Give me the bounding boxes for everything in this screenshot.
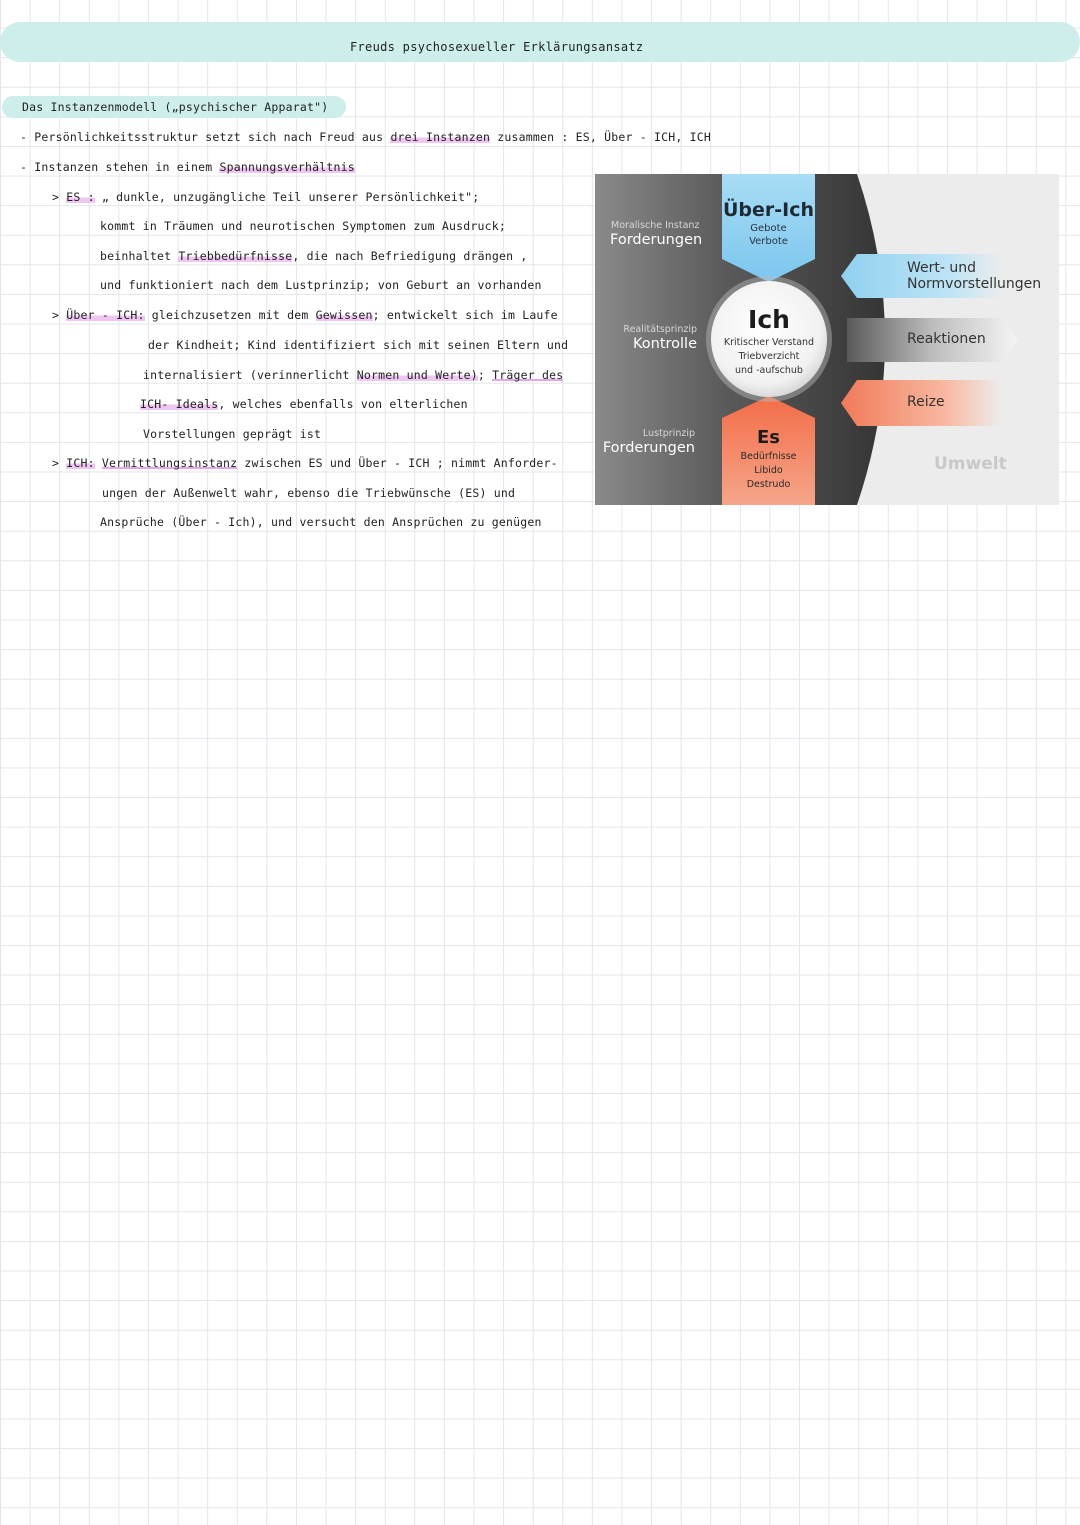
es-line-1	[52, 190, 479, 204]
highlight-normen-werte: Normen und Werte)	[356, 368, 478, 382]
wert-label-line: Wert- und	[907, 260, 977, 276]
note-text: zusammen : ES, Über - ICH, ICH	[490, 130, 712, 144]
reaktionen-label: Reaktionen	[907, 331, 986, 347]
es-label: ES :	[66, 190, 95, 204]
note-text	[95, 456, 102, 470]
ich-line: Kritischer Verstand	[723, 337, 815, 348]
ich-line: und -aufschub	[735, 365, 803, 376]
highlight-ich-ideals: ICH- Ideals	[140, 397, 219, 411]
es-line: Destrudo	[746, 479, 791, 490]
note-text: gleichzusetzen mit dem	[144, 308, 316, 322]
ueberich-line-1	[52, 308, 558, 322]
es-line: Libido	[754, 465, 783, 476]
highlight-drei-instanzen: drei Instanzen	[390, 130, 491, 144]
instanzenmodell-diagram	[595, 174, 1059, 505]
bullet-marker: >	[52, 456, 67, 470]
ueberich-line: Verbote	[749, 236, 788, 247]
left-label-small-2: Realitätsprinzip	[623, 324, 697, 335]
ich-line: Triebverzicht	[738, 351, 800, 362]
note-text: - Persönlichkeitsstruktur setzt sich nach Freud aus	[20, 130, 391, 144]
reize-label: Reize	[907, 394, 945, 410]
note-text: „ dunkle, unzugängliche Teil unserer Persönlichkeit";	[94, 190, 480, 204]
wert-label	[907, 260, 1041, 292]
es-text	[722, 428, 815, 492]
wert-label-line: Normvorstellungen	[907, 276, 1042, 292]
umwelt-label: Umwelt	[934, 454, 1007, 474]
ich-title: Ich	[748, 305, 790, 334]
es-line-2: kommt in Träumen und neurotischen Symptomen zum Ausdruck;	[100, 219, 507, 233]
highlight-triebbeduerfnisse: Triebbedürfnisse	[178, 249, 293, 263]
ich-line-2: ungen der Außenwelt wahr, ebenso die Triebwünsche (ES) und	[102, 486, 516, 500]
ueberich-line: Gebote	[750, 223, 787, 234]
es-line: Bedürfnisse	[740, 451, 797, 462]
left-label-big-1: Forderungen	[610, 232, 703, 248]
highlight-spannungsverhaeltnis: Spannungsverhältnis	[219, 160, 355, 174]
page-title: Freuds psychosexueller Erklärungsansatz	[350, 40, 644, 54]
ueberich-title: Über-Ich	[722, 199, 815, 221]
bullet-marker: >	[52, 308, 67, 322]
note-line-spannung	[20, 160, 355, 174]
es-title: Es	[756, 427, 780, 448]
highlight-gewissen: Gewissen	[315, 308, 373, 322]
left-label-small-3: Lustprinzip	[642, 428, 695, 439]
bullet-marker: >	[52, 190, 67, 204]
note-text: , die nach Befriedigung drängen ,	[292, 249, 528, 263]
es-line-4: und funktioniert nach dem Lustprinzip; von Geburt an vorhanden	[100, 278, 542, 292]
ueberich-line-5: Vorstellungen geprägt ist	[143, 427, 322, 441]
es-line-3	[100, 249, 527, 263]
ueberich-line-3	[143, 368, 563, 382]
note-line-structure	[20, 130, 711, 144]
note-text: internalisiert (verinnerlicht	[143, 368, 357, 382]
note-text: zwischen ES und Über - ICH ; nimmt Anforder-	[237, 456, 558, 470]
highlight-traeger: Träger des	[492, 368, 564, 382]
ich-line-3: Ansprüche (Über - Ich), und versucht den Ansprüchen zu genügen	[100, 515, 542, 529]
note-text: - Instanzen stehen in einem	[20, 160, 220, 174]
section-title: Das Instanzenmodell („psychischer Apparat")	[22, 100, 329, 114]
ueberich-line-2: der Kindheit; Kind identifiziert sich mit seinen Eltern und	[148, 338, 569, 352]
note-text: ;	[477, 368, 493, 382]
ich-line-1	[52, 456, 558, 470]
left-label-big-3: Forderungen	[602, 440, 695, 456]
ich-text	[719, 306, 819, 378]
ueberich-line-4	[140, 397, 468, 411]
note-text: beinhaltet	[100, 249, 179, 263]
ueberich-label: Über - ICH:	[66, 308, 145, 322]
left-label-small-1: Moralische Instanz	[611, 220, 700, 231]
note-text: , welches ebenfalls von elterlichen	[218, 397, 468, 411]
ueberich-text	[722, 200, 815, 248]
note-text: ; entwickelt sich im Laufe	[372, 308, 558, 322]
ich-label: ICH:	[66, 456, 95, 470]
left-label-big-2: Kontrolle	[632, 336, 697, 352]
highlight-vermittlungsinstanz: Vermittlungsinstanz	[101, 456, 238, 470]
